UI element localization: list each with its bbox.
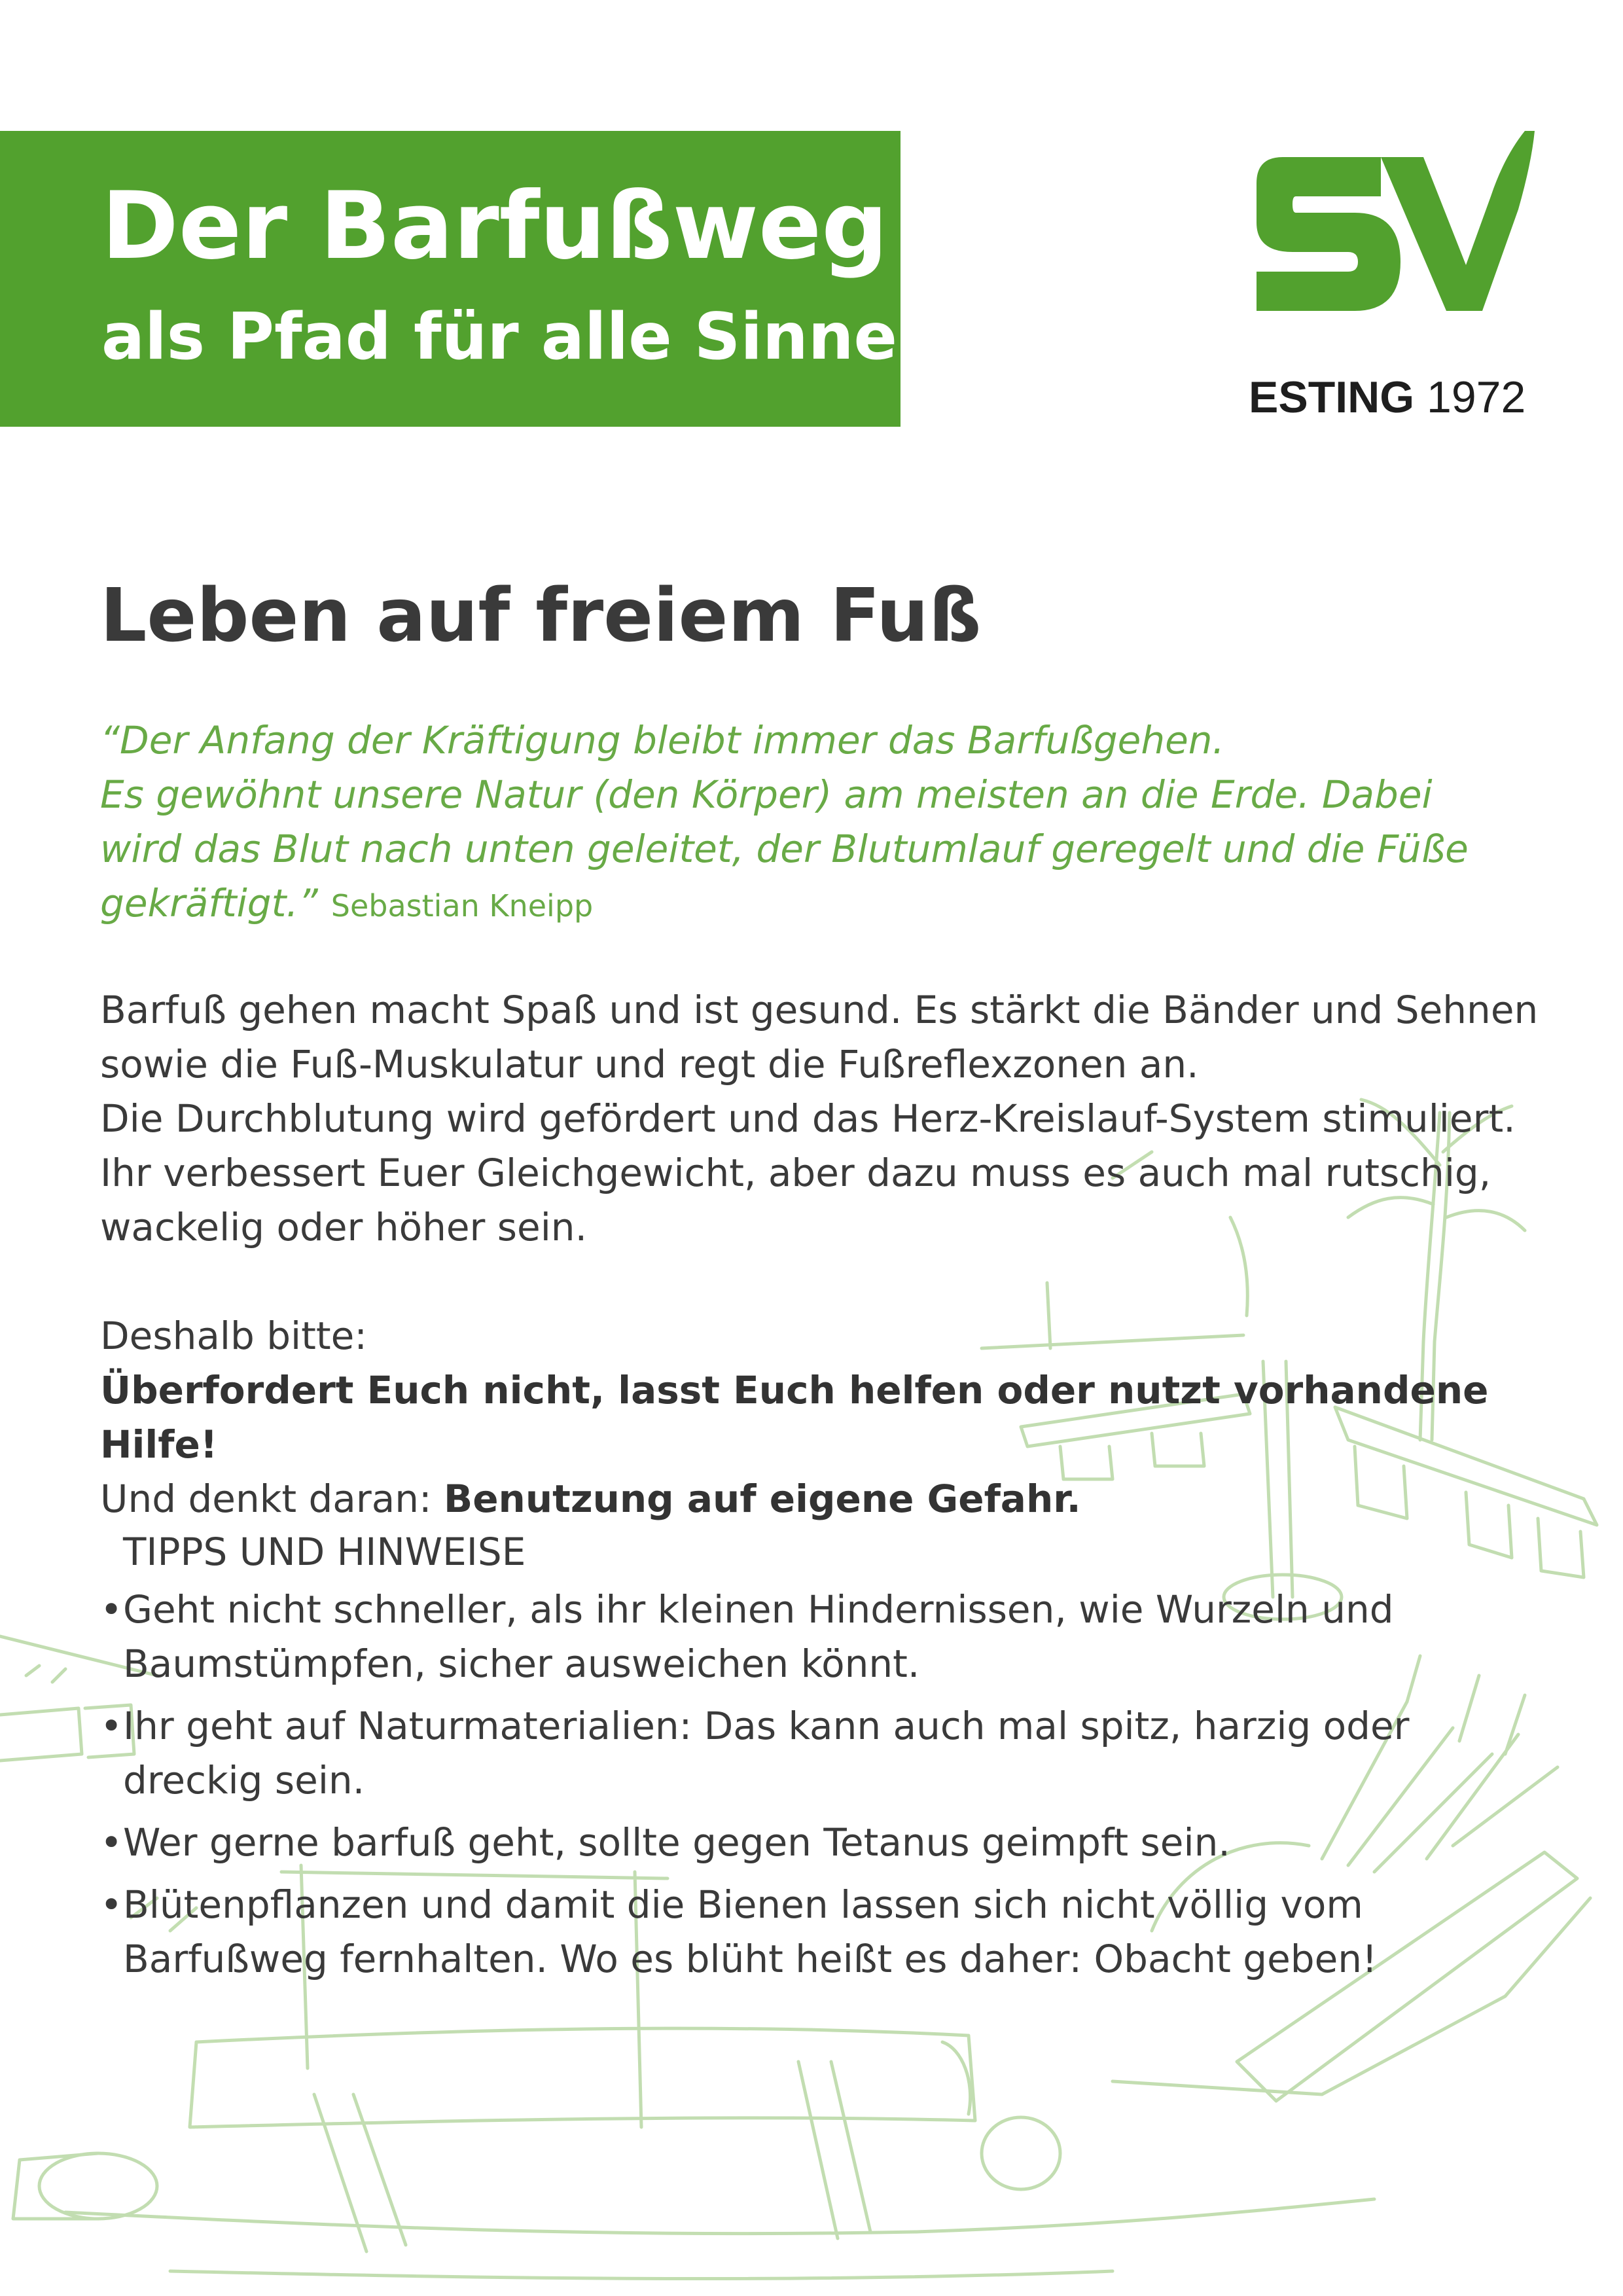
banner-subtitle: als Pfad für alle Sinne xyxy=(101,300,897,374)
kneipp-quote xyxy=(100,713,1507,933)
logo-name: ESTING xyxy=(1249,372,1415,422)
section-heading: Leben auf freiem Fuß xyxy=(100,573,982,658)
quote-line: “Der Anfang der Kräftigung bleibt immer das Barfußgehen. xyxy=(100,718,1224,762)
paragraph-line: sowie die Fuß-Muskulatur und regt die Fußreflexzonen an. xyxy=(100,1042,1199,1086)
club-logo xyxy=(1230,124,1544,439)
warning-intro: Deshalb bitte: xyxy=(100,1314,367,1358)
tip-line: Baumstümpfen, sicher ausweichen könnt. xyxy=(123,1641,920,1686)
intro-paragraph xyxy=(100,983,1540,1255)
tip-item xyxy=(100,1583,1442,1691)
title-banner xyxy=(0,131,901,427)
quote-line-text: gekräftigt.” xyxy=(100,881,318,925)
tip-item xyxy=(100,1816,1442,1870)
quote-author: Sebastian Kneipp xyxy=(330,888,594,924)
bullet-icon: • xyxy=(100,1587,123,1632)
tip-line: Barfußweg fernhalten. Wo es blüht heißt es daher: Obacht geben! xyxy=(123,1937,1378,1981)
warning-note-prefix: Und denkt daran: xyxy=(100,1477,444,1521)
warning-note xyxy=(100,1472,1540,1526)
warning-bold-line xyxy=(100,1363,1540,1472)
tip-line: dreckig sein. xyxy=(123,1758,365,1803)
bullet-icon: • xyxy=(100,1704,123,1748)
quote-line xyxy=(100,876,1507,933)
tip-line: Blütenpflanzen und damit die Bienen lassen sich nicht völlig vom xyxy=(123,1882,1363,1927)
tip-line: Wer gerne barfuß geht, sollte gegen Tetanus geimpft sein. xyxy=(123,1820,1230,1865)
tip-line: Ihr geht auf Naturmaterialien: Das kann auch mal spitz, harzig oder xyxy=(123,1704,1410,1748)
paragraph-line: Ihr verbessert Euer Gleichgewicht, aber dazu muss es auch mal rutschig, xyxy=(100,1151,1491,1195)
bullet-icon: • xyxy=(100,1820,123,1865)
warning-note-bold: Benutzung auf eigene Gefahr. xyxy=(443,1477,1081,1521)
bullet-icon: • xyxy=(100,1882,123,1927)
quote-line: wird das Blut nach unten geleitet, der Blutumlauf geregelt und die Füße xyxy=(100,827,1469,871)
warning-paragraph xyxy=(100,1309,1540,1526)
tips-list xyxy=(100,1583,1442,1994)
warning-bold-text: Überfordert Euch nicht, lasst Euch helfen oder nutzt vorhandene Hilfe! xyxy=(100,1368,1489,1467)
tip-item xyxy=(100,1699,1442,1808)
tip-item xyxy=(100,1878,1442,1986)
paragraph-line: Die Durchblutung wird gefördert und das Herz-Kreislauf-System stimuliert. xyxy=(100,1096,1516,1141)
tips-heading: TIPPS UND HINWEISE xyxy=(123,1530,526,1574)
logo-year: 1972 xyxy=(1427,372,1526,422)
paragraph-line: Barfuß gehen macht Spaß und ist gesund. Es stärkt die Bänder und Sehnen xyxy=(100,988,1539,1032)
quote-line: Es gewöhnt unsere Natur (den Körper) am meisten an die Erde. Dabei xyxy=(100,772,1433,817)
logo-caption xyxy=(1249,372,1525,423)
sv-logo-mark xyxy=(1230,124,1544,373)
banner-title: Der Barfußweg xyxy=(101,172,888,280)
paragraph-line: wackelig oder höher sein. xyxy=(100,1205,588,1249)
tip-line: Geht nicht schneller, als ihr kleinen Hindernissen, wie Wurzeln und xyxy=(123,1587,1394,1632)
